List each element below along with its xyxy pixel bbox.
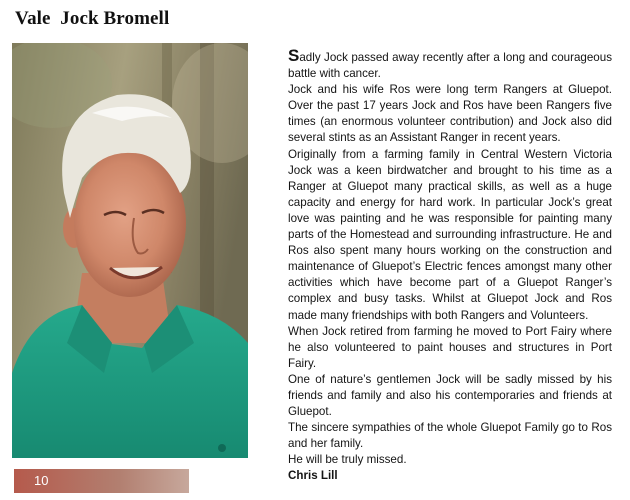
article-paragraph: Originally from a farming family in Central Western Victoria Jock was a keen birdwatcher and brought to his time as a Ranger at Gluepot many practical skills, as well as a huge capacity and energy for hard work. In particular Jock’s great love was painting and he was responsible for painting many parts of the Homestead and surrounding infrastructure. He and Ros also spent many hours working on the construction and maintenance of Gluepot’s Electric fences amongst many other activities which have become part of a Gluepot Ranger’s complex and busy tasks. Whilst at Gluepot Jock and Ros made many friendships with both Rangers and Volunteers. xyxy=(288,147,612,322)
paragraph-text: adly Jock passed away recently after a long and courageous battle with cancer. xyxy=(288,51,612,81)
page-number: 10 xyxy=(34,473,49,488)
article-paragraph: When Jock retired from farming he moved to Port Fairy where he also volunteered to paint houses and structures in Port Fairy. xyxy=(288,324,612,370)
article-paragraph: He will be truly missed. xyxy=(288,453,407,467)
article-title: Vale Jock Bromell xyxy=(15,8,170,29)
article-paragraph: One of nature’s gentlemen Jock will be sadly missed by his friends and family and also his contemporaries and friends at Gluepot. xyxy=(288,372,612,419)
article-paragraph: The sincere sympathies of the whole Gluepot Family go to Ros and her family. xyxy=(288,421,612,451)
author-byline: Chris Lill xyxy=(288,469,338,483)
portrait-photo xyxy=(12,43,248,458)
article-paragraph xyxy=(288,46,612,82)
article-body xyxy=(288,46,612,485)
article-paragraph: Jock and his wife Ros were long term Rangers at Gluepot. Over the past 17 years Jock and Ros have been Rangers five times (an enormous volunteer contribution) and Jock also did several stints as an Assistant Ranger in recent years. xyxy=(288,83,612,145)
drop-cap: S xyxy=(288,46,300,65)
